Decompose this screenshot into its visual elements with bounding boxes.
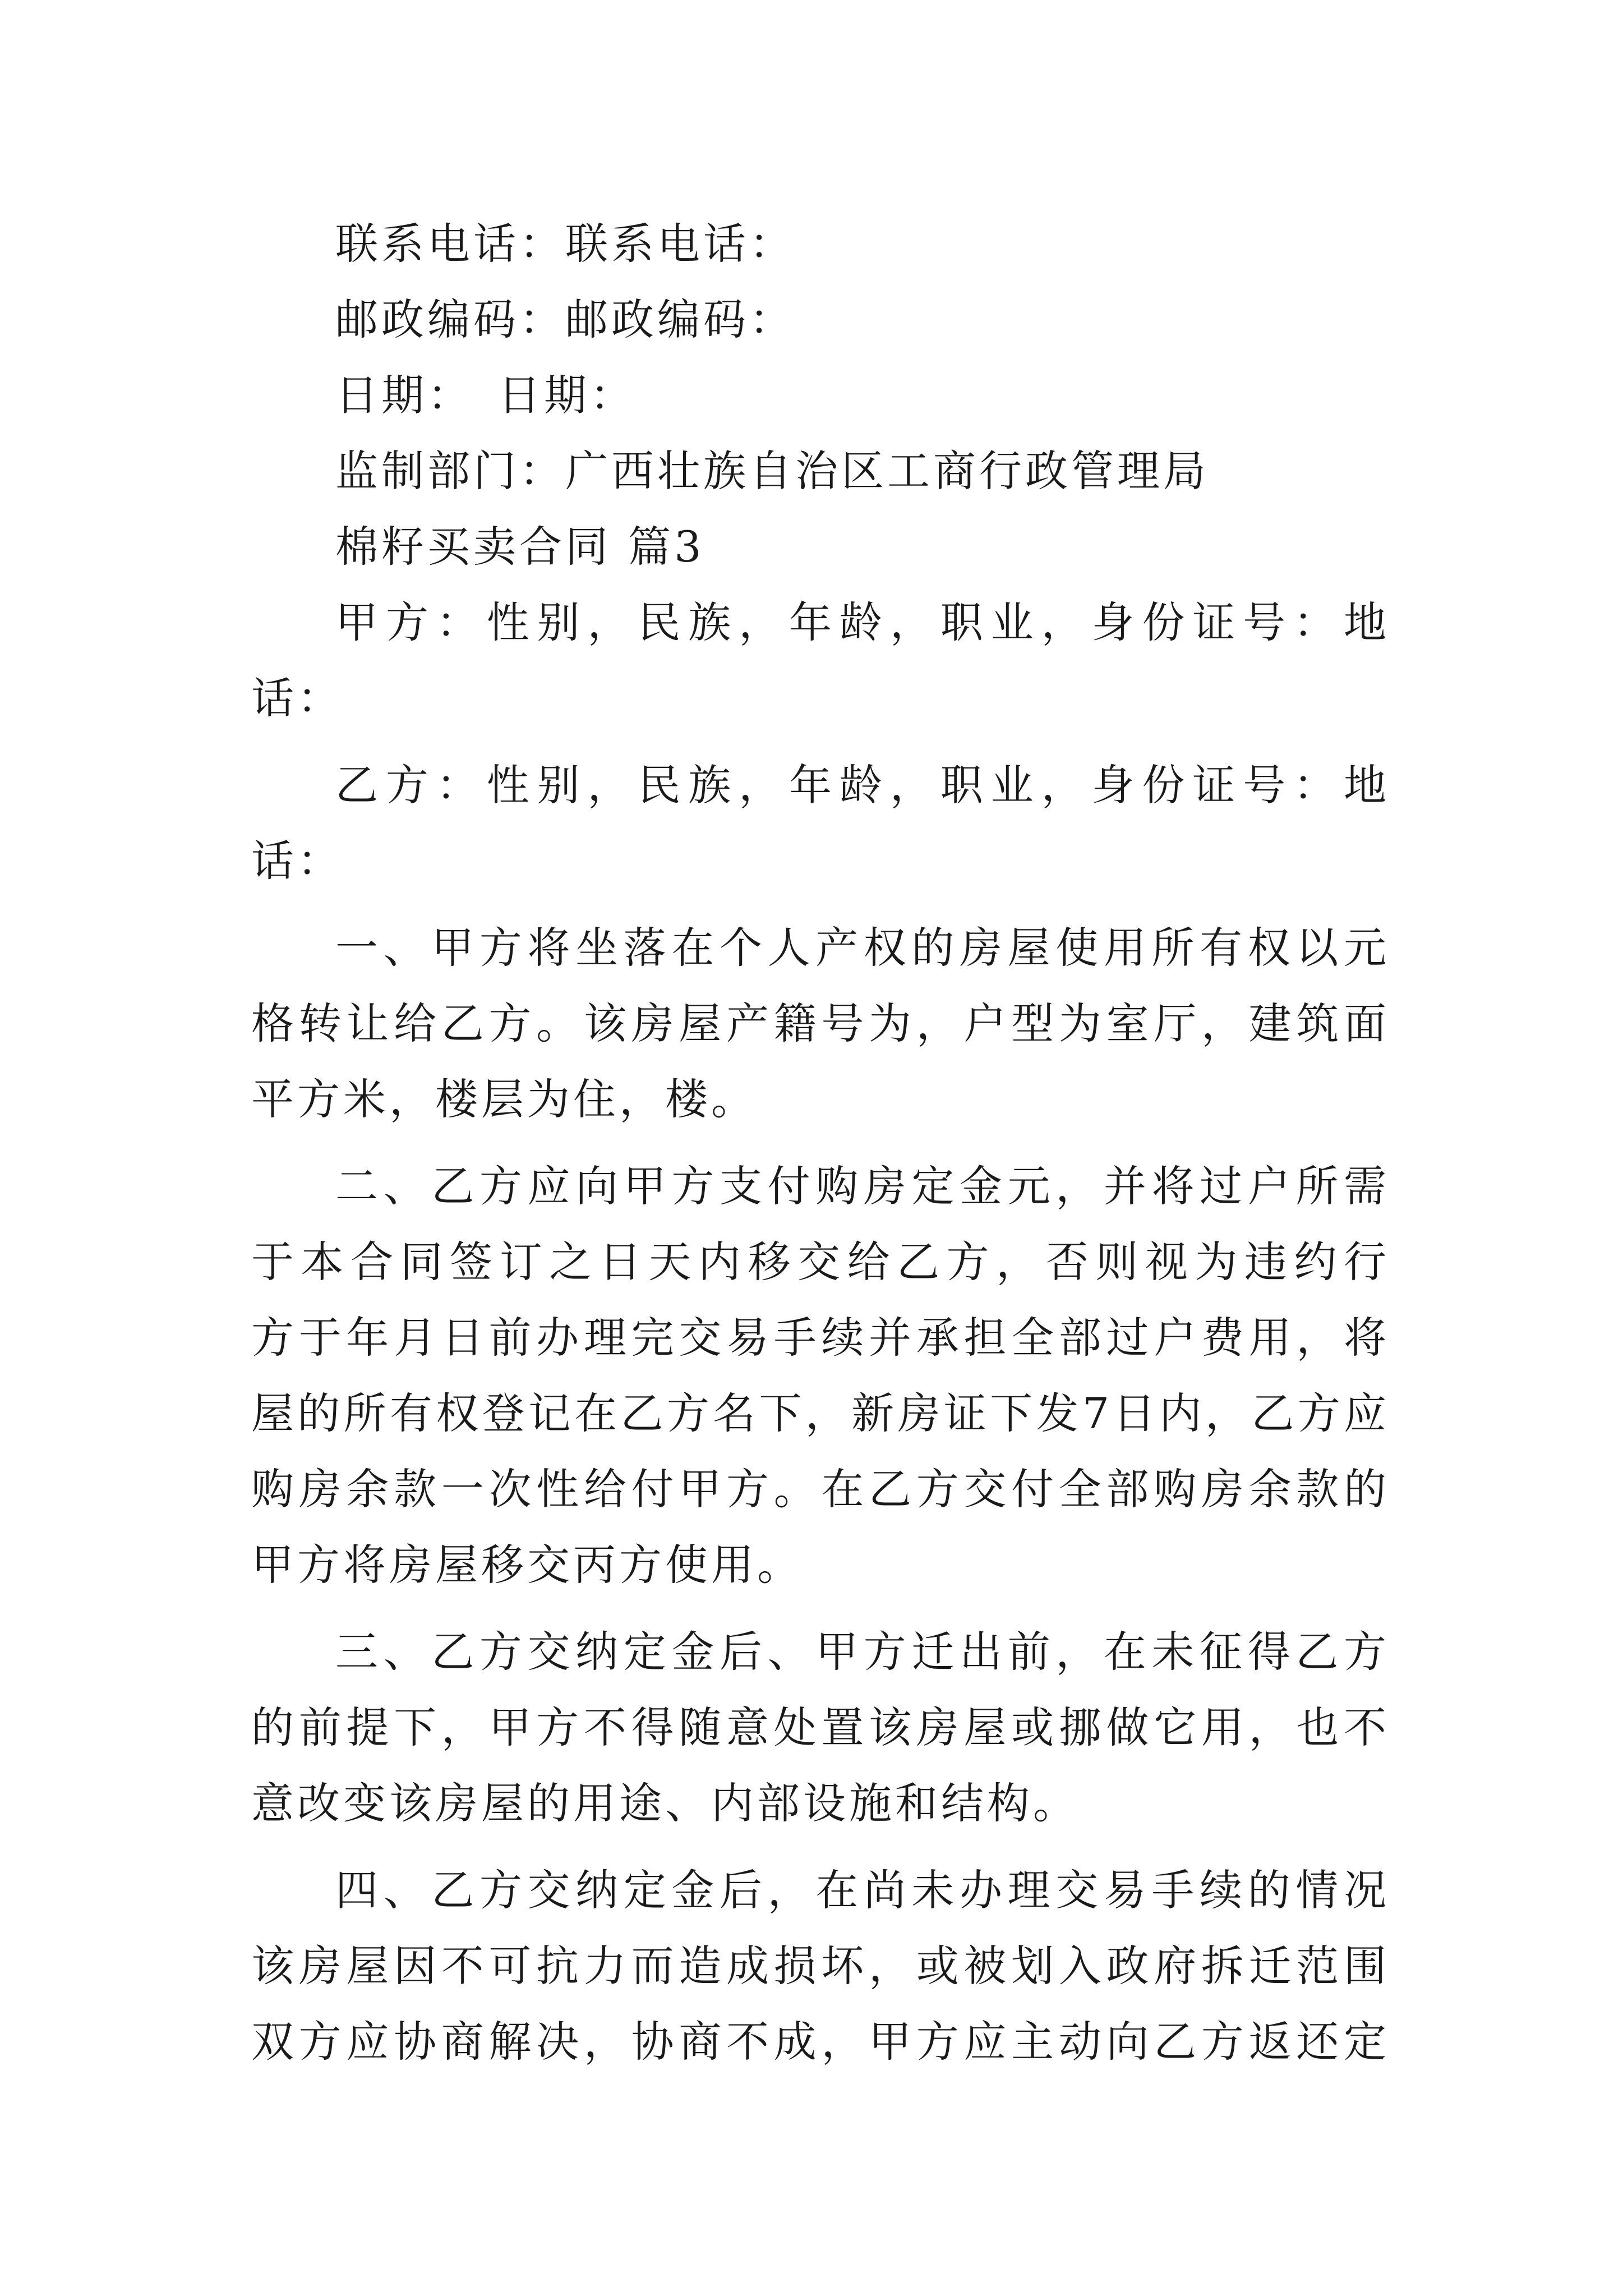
clause-4-line-2: 该房屋因不可抗力而造成损坏，或被划入政府拆迁范围	[251, 1941, 1390, 1991]
date-line: 日期： 日期：	[335, 370, 636, 420]
clause-3-line-2: 的前提下，甲方不得随意处置该房屋或挪做它用，也不	[251, 1703, 1390, 1752]
clause-3-line-3: 意改变该房屋的用途、内部设施和结构。	[251, 1778, 1079, 1828]
party-a-line-cont: 话：	[251, 673, 343, 723]
clause-2-line-3: 方于年月日前办理完交易手续并承担全部过户费用，将	[251, 1313, 1390, 1363]
clause-4-line-3: 双方应协商解决，协商不成，甲方应主动向乙方返还定	[251, 2017, 1390, 2067]
supervisor-line: 监制部门：广西壮族自治区工商行政管理局	[335, 446, 1209, 496]
clause-2-line-6: 甲方将房屋移交丙方使用。	[251, 1540, 803, 1590]
clause-2-line-4: 屋的所有权登记在乙方名下，新房证下发7日内，乙方应	[251, 1388, 1390, 1438]
phone-line: 联系电话：联系电话：	[335, 219, 795, 269]
document-page	[251, 0, 1390, 2296]
postcode-line: 邮政编码：邮政编码：	[335, 295, 795, 344]
clause-1-line-1: 一、甲方将坐落在个人产权的房屋使用所有权以元	[335, 923, 1390, 973]
clause-1-line-3: 平方米，楼层为住，楼。	[251, 1074, 757, 1124]
clause-2-line-2: 于本合同签订之日天内移交给乙方，否则视为违约行	[251, 1237, 1390, 1287]
section-title: 棉籽买卖合同 篇3	[335, 522, 705, 572]
clause-1-line-2: 格转让给乙方。该房屋产籍号为，户型为室厅，建筑面	[251, 999, 1390, 1048]
party-b-line: 乙方：性别，民族，年龄，职业，身份证号：地	[335, 760, 1390, 810]
party-b-line-cont: 话：	[251, 836, 343, 886]
clause-4-line-1: 四、乙方交纳定金后，在尚未办理交易手续的情况	[335, 1865, 1390, 1915]
clause-3-line-1: 三、乙方交纳定金后、甲方迁出前，在未征得乙方	[335, 1627, 1390, 1677]
party-a-line: 甲方：性别，民族，年龄，职业，身份证号：地	[335, 597, 1390, 647]
clause-2-line-1: 二、乙方应向甲方支付购房定金元，并将过户所需	[335, 1161, 1390, 1211]
clause-2-line-5: 购房余款一次性给付甲方。在乙方交付全部购房余款的	[251, 1464, 1390, 1514]
